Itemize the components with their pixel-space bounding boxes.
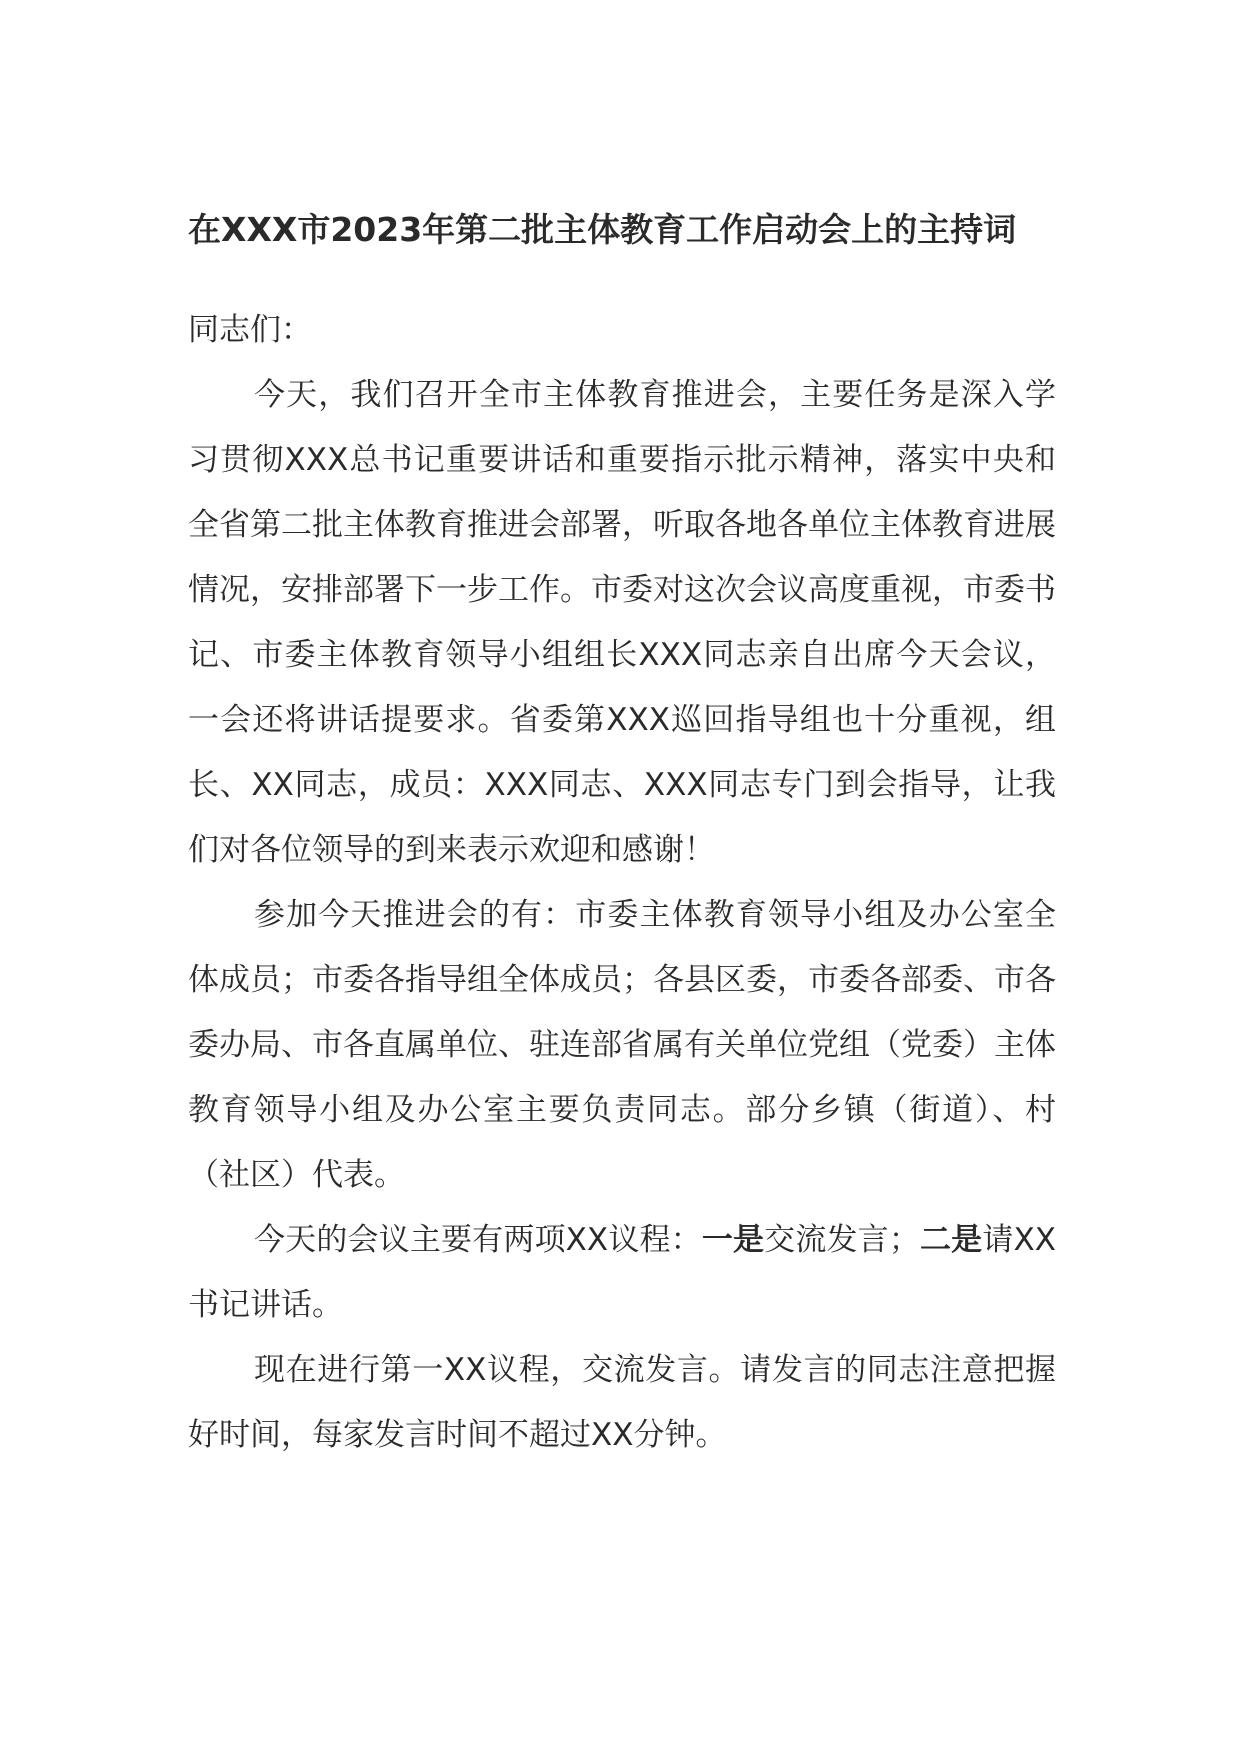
- salutation: 同志们：: [188, 312, 312, 348]
- agenda-item1-text: 交流发言；: [764, 1222, 920, 1258]
- paragraph-closing: 现在进行第一XX议程，交流发言。请发言的同志注意把握好时间，每家发言时间不超过XX分钟。: [188, 1352, 1056, 1453]
- agenda-item1-label: 一是: [701, 1222, 765, 1258]
- paragraph-opening: 今天，我们召开全市主体教育推进会，主要任务是深入学习贯彻XXX总书记重要讲话和重要指示批示精神，落实中央和全省第二批主体教育推进会部署，听取各地各单位主体教育进展情况，安排部署下一步工作。市委对这次会议高度重视，市委书记、市委主体教育领导小组组长XXX同志亲自出席今天会议，一会还将讲话提要求。省委第XXX巡回指导组也十分重视，组长、XX同志，成员：XXX同志、XXX同志专门到会指导，让我们对各位领导的到来表示欢迎和感谢！: [188, 377, 1056, 868]
- agenda-item2-label: 二是: [919, 1222, 983, 1258]
- paragraph-agenda: [188, 1208, 1056, 1338]
- agenda-intro: 今天的会议主要有两项XX议程：: [254, 1222, 702, 1258]
- document-title: 在XXX市2023年第二批主体教育工作启动会上的主持词: [188, 210, 1017, 249]
- document-page: [188, 0, 1068, 1754]
- document-body: [188, 298, 1056, 1468]
- paragraph-attendees: 参加今天推进会的有：市委主体教育领导小组及办公室全体成员；市委各指导组全体成员；各县区委，市委各部委、市各委办局、市各直属单位、驻连部省属有关单位党组（党委）主体教育领导小组及办公室主要负责同志。部分乡镇（街道）、村（社区）代表。: [188, 897, 1056, 1193]
- agenda-item2-text: 请XX书记讲话。: [188, 1222, 1057, 1323]
